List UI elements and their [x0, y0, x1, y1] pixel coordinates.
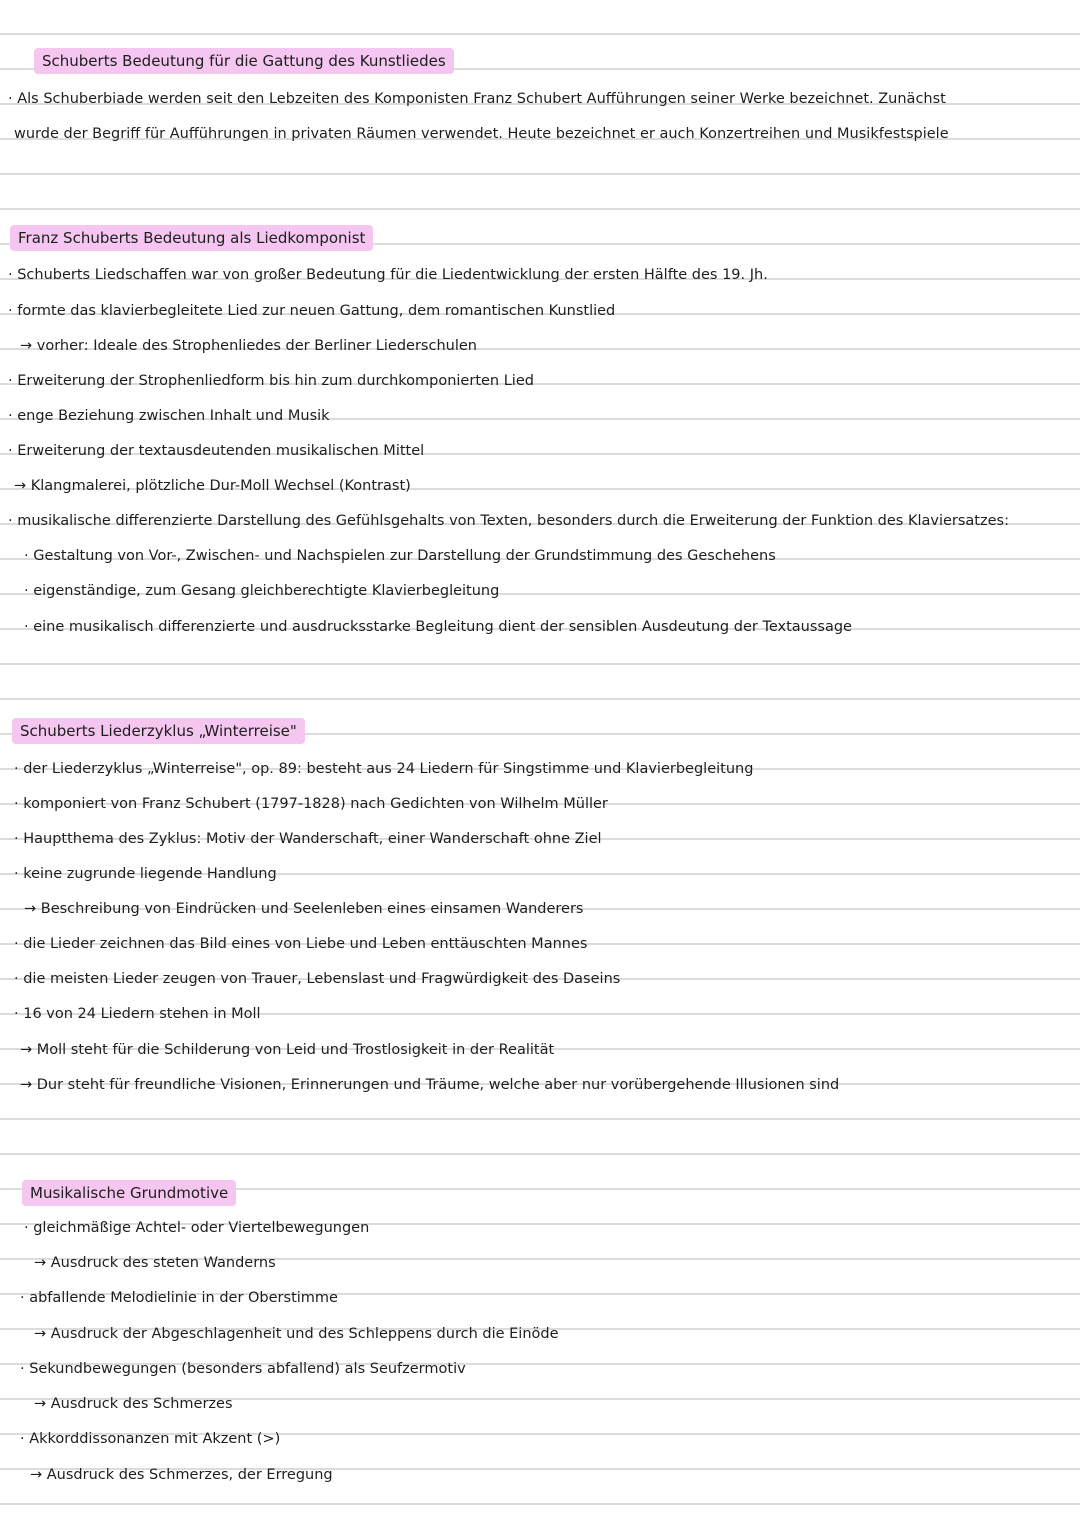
text-line: wurde der Begriff für Aufführungen in privaten Räumen verwendet. Heute bezeichnet er auch Konzertreihen und Musikfestspiele [14, 126, 949, 142]
text-line: · musikalische differenzierte Darstellung des Gefühlsgehalts von Texten, besonders durch die Erweiterung der Funktion des Klaviersatzes: [8, 513, 1009, 529]
text-line: · keine zugrunde liegende Handlung [14, 866, 277, 882]
text-line: · der Liederzyklus „Winterreise", op. 89: besteht aus 24 Liedern für Singstimme und Klavierbegleitung [14, 761, 754, 777]
text-line: · Gestaltung von Vor-, Zwischen- und Nachspielen zur Darstellung der Grundstimmung des Geschehens [24, 548, 776, 564]
text-line: → Ausdruck des Schmerzes, der Erregung [30, 1467, 333, 1483]
text-line: · Erweiterung der textausdeutenden musikalischen Mittel [8, 443, 425, 459]
section-title: Schuberts Liederzyklus „Winterreise" [12, 718, 305, 744]
text-line: · enge Beziehung zwischen Inhalt und Musik [8, 408, 330, 424]
text-line: · Als Schuberbiade werden seit den Lebzeiten des Komponisten Franz Schubert Aufführungen seiner Werke bezeichnet. Zunächst [8, 91, 946, 107]
text-line: · Hauptthema des Zyklus: Motiv der Wanderschaft, einer Wanderschaft ohne Ziel [14, 831, 602, 847]
text-line: · Schuberts Liedschaffen war von großer Bedeutung für die Liedentwicklung der ersten Hälfte des 19. Jh. [8, 267, 768, 283]
text-line: · Akkorddissonanzen mit Akzent (>) [20, 1431, 281, 1447]
text-line: → Ausdruck des steten Wanderns [34, 1255, 276, 1271]
text-line: → Dur steht für freundliche Visionen, Erinnerungen und Träume, welche aber nur vorübergehende Illusionen sind [20, 1077, 840, 1093]
text-line: → Moll steht für die Schilderung von Leid und Trostlosigkeit in der Realität [20, 1042, 555, 1058]
text-line: · Sekundbewegungen (besonders abfallend) als Seufzermotiv [20, 1361, 466, 1377]
section-title: Schuberts Bedeutung für die Gattung des Kunstliedes [34, 48, 454, 74]
text-line: · komponiert von Franz Schubert (1797-1828) nach Gedichten von Wilhelm Müller [14, 796, 608, 812]
text-line: · eigenständige, zum Gesang gleichberechtigte Klavierbegleitung [24, 583, 500, 599]
text-line: → Klangmalerei, plötzliche Dur-Moll Wechsel (Kontrast) [14, 478, 411, 494]
section-title: Franz Schuberts Bedeutung als Liedkomponist [10, 225, 373, 251]
text-line: · die Lieder zeichnen das Bild eines von Liebe und Leben enttäuschten Mannes [14, 936, 588, 952]
text-line: · abfallende Melodielinie in der Oberstimme [20, 1290, 338, 1306]
text-line: · eine musikalisch differenzierte und ausdrucksstarke Begleitung dient der sensiblen Ausdeutung der Textaussage [24, 619, 852, 635]
text-line: · Erweiterung der Strophenliedform bis hin zum durchkomponierten Lied [8, 373, 534, 389]
text-line: → Ausdruck der Abgeschlagenheit und des Schleppens durch die Einöde [34, 1326, 559, 1342]
text-line: · formte das klavierbegleitete Lied zur neuen Gattung, dem romantischen Kunstlied [8, 303, 616, 319]
text-line: → Beschreibung von Eindrücken und Seelenleben eines einsamen Wanderers [24, 901, 584, 917]
text-line: → Ausdruck des Schmerzes [34, 1396, 233, 1412]
text-line: · gleichmäßige Achtel- oder Viertelbewegungen [24, 1220, 370, 1236]
text-line: · 16 von 24 Liedern stehen in Moll [14, 1006, 261, 1022]
text-line: → vorher: Ideale des Strophenliedes der Berliner Liederschulen [20, 338, 477, 354]
text-line: · die meisten Lieder zeugen von Trauer, Lebenslast und Fragwürdigkeit des Daseins [14, 971, 621, 987]
section-title: Musikalische Grundmotive [22, 1180, 236, 1206]
